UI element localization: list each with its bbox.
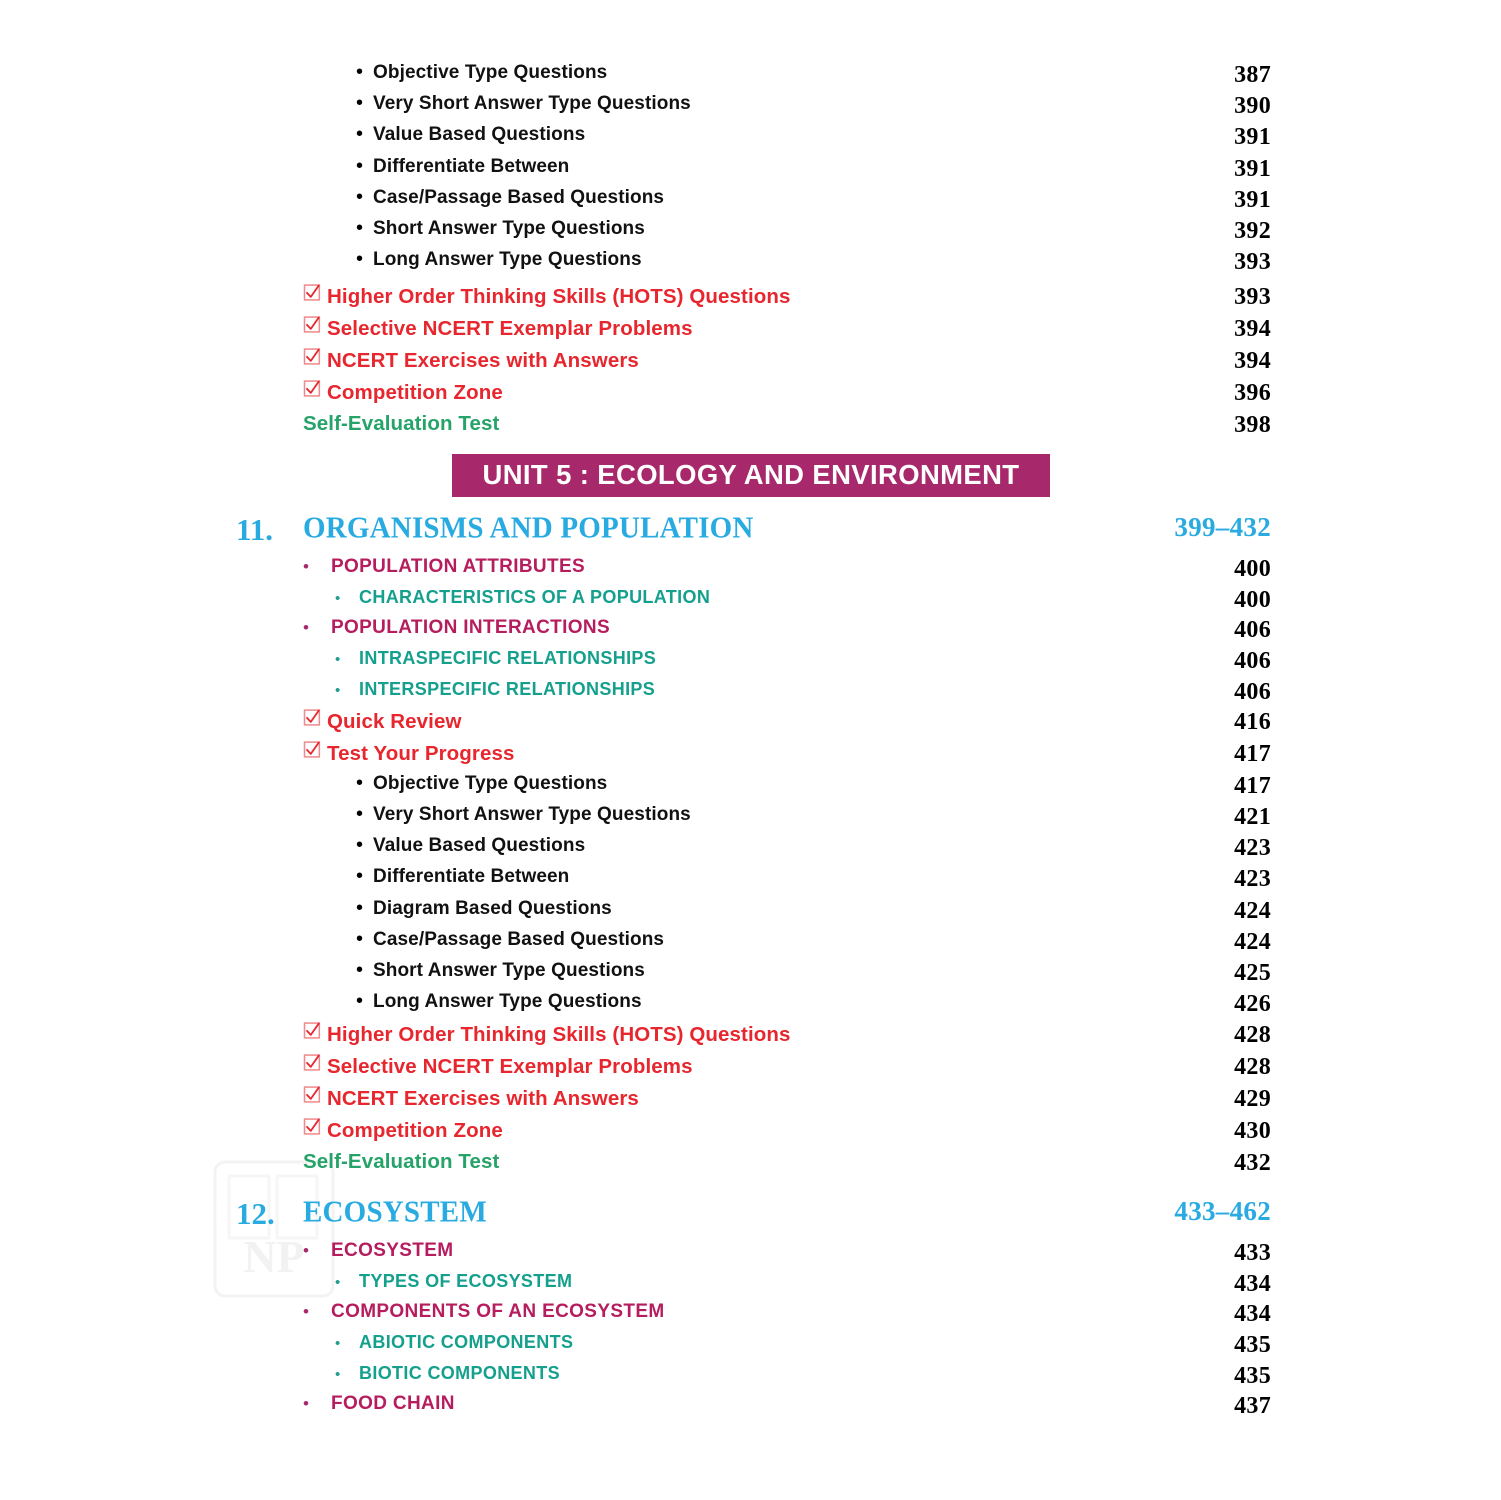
toc-row-check	[0, 1086, 1501, 1118]
toc-row-label-group	[303, 284, 791, 309]
bullet-icon: •	[356, 123, 364, 146]
toc-entry-label: Short Answer Type Questions	[373, 217, 645, 239]
toc-entry-page-number: 423	[1234, 866, 1271, 893]
toc-row-label-group	[303, 1054, 693, 1079]
toc-row-label-group	[335, 648, 656, 669]
chapter-page-range: 433–462	[1174, 1195, 1271, 1226]
checkbox-icon	[303, 283, 327, 302]
toc-entry-page-number: 432	[1234, 1149, 1271, 1176]
toc-row-sub	[0, 898, 1501, 929]
checkbox-icon	[303, 1021, 327, 1040]
toc-row-label-group	[303, 1022, 791, 1047]
toc-entry-label: Case/Passage Based Questions	[373, 186, 665, 208]
toc-entry-label: INTERSPECIFIC RELATIONSHIPS	[359, 678, 656, 699]
toc-entry-label: INTRASPECIFIC RELATIONSHIPS	[359, 648, 657, 669]
toc-entry-label: Objective Type Questions	[373, 62, 608, 83]
bullet-icon: •	[356, 865, 364, 888]
toc-row-label-group	[356, 218, 645, 240]
toc-row-label-group	[356, 991, 642, 1013]
toc-entry-label: Long Answer Type Questions	[373, 249, 642, 271]
bullet-icon: •	[356, 803, 364, 826]
toc-row-label-group	[303, 1086, 639, 1111]
toc-row-check	[0, 284, 1501, 316]
bullet-icon: •	[303, 1302, 309, 1322]
toc-entry-page-number: 430	[1234, 1117, 1271, 1144]
toc-row-label-group	[303, 1393, 455, 1415]
toc-row-label-group	[335, 587, 710, 608]
toc-entry-page-number: 391	[1234, 155, 1271, 182]
toc-row-sub	[0, 866, 1501, 897]
checkbox-icon	[303, 379, 327, 398]
toc-entry-page-number: 426	[1234, 991, 1271, 1018]
toc-row-label-group	[356, 773, 607, 795]
toc-row-label-group	[303, 412, 499, 436]
toc-entry-label: Selective NCERT Exemplar Problems	[327, 1055, 693, 1079]
toc-entry-label: Very Short Answer Type Questions	[373, 804, 691, 826]
toc-entry-label: FOOD CHAIN	[331, 1393, 455, 1415]
toc-row-label-group	[303, 556, 585, 578]
toc-entry-label: NCERT Exercises with Answers	[327, 348, 639, 372]
toc-entry-page-number: 390	[1234, 93, 1271, 120]
toc-row-sub	[0, 929, 1501, 960]
toc-entry-page-number: 400	[1234, 586, 1271, 613]
checkbox-icon	[303, 740, 327, 759]
top-spacer	[0, 0, 1501, 62]
toc-entry-page-number: 428	[1234, 1022, 1271, 1049]
chapter-title: ORGANISMS AND POPULATION	[303, 510, 754, 545]
toc-entry-page-number: 394	[1234, 347, 1271, 374]
toc-entry-label: Differentiate Between	[373, 866, 570, 888]
toc-row-sub	[0, 218, 1501, 249]
toc-row-check	[0, 741, 1501, 773]
toc-row-lvl1	[0, 617, 1501, 648]
bullet-icon: •	[356, 185, 364, 208]
toc-row-check	[0, 380, 1501, 412]
bullet-icon: •	[356, 248, 364, 271]
toc-entry-label: Competition Zone	[327, 1118, 503, 1142]
toc-entry-label: TYPES OF ECOSYSTEM	[359, 1270, 573, 1291]
bullet-icon: •	[335, 681, 341, 699]
bullet-icon: •	[356, 92, 364, 115]
toc-row-label-group	[356, 249, 642, 271]
toc-entry-label: Very Short Answer Type Questions	[373, 93, 691, 115]
toc-row-label-group	[356, 835, 585, 857]
checkbox-icon	[303, 347, 327, 366]
toc-row-sub	[0, 124, 1501, 155]
toc-entry-page-number: 435	[1234, 1332, 1271, 1359]
toc-row-label-group	[356, 62, 607, 84]
toc-entry-label: Selective NCERT Exemplar Problems	[327, 317, 693, 341]
checkbox-icon	[303, 315, 327, 334]
toc-entry-label: Higher Order Thinking Skills (HOTS) Questions	[327, 1023, 791, 1047]
toc-row-label-group	[356, 156, 569, 178]
bullet-icon: •	[356, 896, 364, 919]
toc-row-label-group	[356, 93, 691, 115]
toc-entry-page-number: 417	[1234, 772, 1271, 799]
toc-row-lvl1	[0, 556, 1501, 587]
toc-row-lvl2	[0, 1332, 1501, 1363]
toc-entry-page-number: 429	[1234, 1085, 1271, 1112]
toc-row-label-group	[303, 348, 639, 373]
toc-entry-page-number: 417	[1234, 741, 1271, 768]
toc-entry-page-number: 433	[1234, 1239, 1271, 1266]
toc-row-lvl2	[0, 1363, 1501, 1394]
toc-row-label-group	[356, 898, 612, 920]
toc-entry-page-number: 387	[1234, 62, 1271, 88]
bullet-icon: •	[303, 1240, 309, 1260]
toc-entry-page-number: 392	[1234, 217, 1271, 244]
toc-entry-label: ECOSYSTEM	[331, 1239, 454, 1261]
toc-entry-page-number: 406	[1234, 648, 1271, 675]
toc-row-label-group	[303, 709, 462, 734]
toc-row-lvl2	[0, 648, 1501, 679]
toc-row-lvl2	[0, 679, 1501, 710]
toc-row-lvl2	[0, 587, 1501, 618]
toc-row-sub	[0, 62, 1501, 93]
toc-entry-page-number: 393	[1234, 284, 1271, 311]
toc-row-label-group	[356, 804, 691, 826]
toc-entry-page-number: 435	[1234, 1362, 1271, 1389]
toc-entry-label: POPULATION INTERACTIONS	[331, 617, 610, 639]
toc-entry-page-number: 437	[1234, 1393, 1271, 1420]
toc-row-lvl2	[0, 1271, 1501, 1302]
toc-entry-label: Diagram Based Questions	[373, 897, 612, 919]
toc-entry-page-number: 416	[1234, 709, 1271, 736]
toc-entry-label: CHARACTERISTICS OF A POPULATION	[359, 586, 711, 607]
toc-row-label-group	[335, 1363, 560, 1384]
toc-row-selfeval	[0, 1150, 1501, 1182]
toc-row-sub	[0, 991, 1501, 1022]
unit-banner-wrap	[0, 444, 1501, 512]
bullet-icon: •	[356, 927, 364, 950]
toc-row-sub	[0, 93, 1501, 124]
chapter-title-group	[0, 512, 754, 545]
bullet-icon: •	[335, 1335, 341, 1353]
toc-entry-label: Short Answer Type Questions	[373, 960, 645, 981]
toc-entry-label: Case/Passage Based Questions	[373, 928, 665, 950]
toc-entry-label: Quick Review	[327, 710, 462, 734]
toc-entry-label: Self-Evaluation Test	[303, 411, 500, 435]
bullet-icon: •	[335, 651, 341, 669]
toc-row-sub	[0, 187, 1501, 218]
bullet-icon: •	[303, 618, 309, 638]
bullet-icon: •	[356, 61, 364, 83]
toc-entry-label: BIOTIC COMPONENTS	[359, 1362, 560, 1383]
toc-row-lvl1	[0, 1393, 1501, 1424]
toc-entry-page-number: 434	[1234, 1270, 1271, 1297]
bullet-icon: •	[356, 834, 364, 857]
checkbox-icon	[303, 708, 327, 727]
toc-row-check	[0, 1022, 1501, 1054]
toc-entry-label: Objective Type Questions	[373, 772, 608, 794]
chapter-number: 12.	[236, 1195, 275, 1231]
bullet-icon: •	[356, 216, 364, 239]
toc-row-label-group	[356, 124, 585, 146]
chapter-heading[interactable]	[0, 512, 1501, 556]
toc-row-label-group	[303, 316, 693, 341]
toc-entry-label: COMPONENTS OF AN ECOSYSTEM	[331, 1301, 665, 1323]
toc-entry-page-number: 396	[1234, 379, 1271, 406]
toc-entry-page-number: 425	[1234, 960, 1271, 986]
toc-entry-label: NCERT Exercises with Answers	[327, 1086, 639, 1110]
toc-row-label-group	[356, 187, 664, 209]
toc-row-lvl1	[0, 1301, 1501, 1332]
bullet-icon: •	[303, 1394, 309, 1414]
toc-row-check	[0, 316, 1501, 348]
toc-entry-label: Test Your Progress	[327, 742, 515, 766]
toc-entry-page-number: 398	[1234, 411, 1271, 438]
checkbox-icon	[303, 1053, 327, 1072]
bullet-icon: •	[335, 589, 341, 607]
toc-row-label-group	[356, 929, 664, 951]
toc-entry-page-number: 391	[1234, 186, 1271, 213]
toc-row-label-group	[303, 1118, 503, 1143]
toc-entry-label: Value Based Questions	[373, 124, 586, 146]
toc-row-sub	[0, 249, 1501, 280]
toc-row-label-group	[303, 741, 515, 766]
checkbox-icon	[303, 1085, 327, 1104]
chapter-page-range: 399–432	[1174, 511, 1271, 542]
toc-row-label-group	[356, 960, 645, 982]
chapter-heading[interactable]	[0, 1196, 1501, 1240]
bullet-icon: •	[356, 154, 364, 177]
toc-entry-page-number: 424	[1234, 897, 1271, 924]
toc-entry-page-number: 394	[1234, 316, 1271, 343]
toc-row-label-group	[303, 380, 503, 405]
chapter-title: ECOSYSTEM	[303, 1194, 487, 1229]
toc-entry-label: Self-Evaluation Test	[303, 1149, 500, 1173]
toc-row-sub	[0, 960, 1501, 991]
toc-entry-label: Differentiate Between	[373, 155, 570, 177]
toc-entry-label: POPULATION ATTRIBUTES	[331, 555, 585, 577]
toc-row-lvl1	[0, 1240, 1501, 1271]
toc-row-label-group	[303, 1301, 665, 1323]
toc-entry-page-number: 400	[1234, 555, 1271, 582]
toc-row-check	[0, 348, 1501, 380]
toc-entry-page-number: 428	[1234, 1054, 1271, 1081]
toc-entry-page-number: 434	[1234, 1301, 1271, 1328]
toc-entry-label: ABIOTIC COMPONENTS	[359, 1332, 574, 1353]
toc-row-label-group	[303, 617, 610, 639]
bullet-icon: •	[356, 990, 364, 1013]
toc-row-sub	[0, 804, 1501, 835]
toc-row-sub	[0, 156, 1501, 187]
toc-row-label-group	[303, 1240, 453, 1262]
unit-banner	[452, 454, 1050, 497]
toc-entry-label: Higher Order Thinking Skills (HOTS) Questions	[327, 285, 791, 309]
checkbox-icon	[303, 1117, 327, 1136]
bullet-icon: •	[335, 1273, 341, 1291]
toc-row-label-group	[335, 1332, 573, 1353]
chapter-number: 11.	[236, 511, 274, 547]
toc-row-sub	[0, 773, 1501, 804]
bullet-icon: •	[335, 1365, 341, 1383]
toc-entry-page-number: 421	[1234, 804, 1271, 831]
bullet-icon: •	[303, 556, 309, 576]
bullet-icon: •	[356, 771, 364, 794]
toc-entry-page-number: 423	[1234, 835, 1271, 862]
toc-row-check	[0, 1054, 1501, 1086]
toc-row-check	[0, 1118, 1501, 1150]
toc-entry-label: Competition Zone	[327, 380, 503, 404]
toc-row-check	[0, 709, 1501, 741]
bullet-icon: •	[356, 959, 364, 981]
toc-row-label-group	[335, 1271, 572, 1292]
toc-entry-label: Value Based Questions	[373, 835, 586, 857]
toc-entry-label: Long Answer Type Questions	[373, 991, 642, 1013]
toc-entry-page-number: 391	[1234, 124, 1271, 151]
unit-banner-label: UNIT 5 : ECOLOGY AND ENVIRONMENT	[482, 459, 1020, 490]
svg-text:NP: NP	[243, 1231, 305, 1282]
toc-entry-page-number: 393	[1234, 249, 1271, 276]
toc-row-label-group	[356, 866, 569, 888]
toc-row-label-group	[303, 1150, 499, 1174]
toc-entry-page-number: 406	[1234, 617, 1271, 644]
toc-row-label-group	[335, 679, 655, 700]
toc-row-sub	[0, 835, 1501, 866]
toc-entry-page-number: 406	[1234, 678, 1271, 705]
toc-entry-page-number: 424	[1234, 928, 1271, 955]
toc-row-self-evaluation	[0, 412, 1501, 444]
chapter-gap	[0, 1182, 1501, 1196]
